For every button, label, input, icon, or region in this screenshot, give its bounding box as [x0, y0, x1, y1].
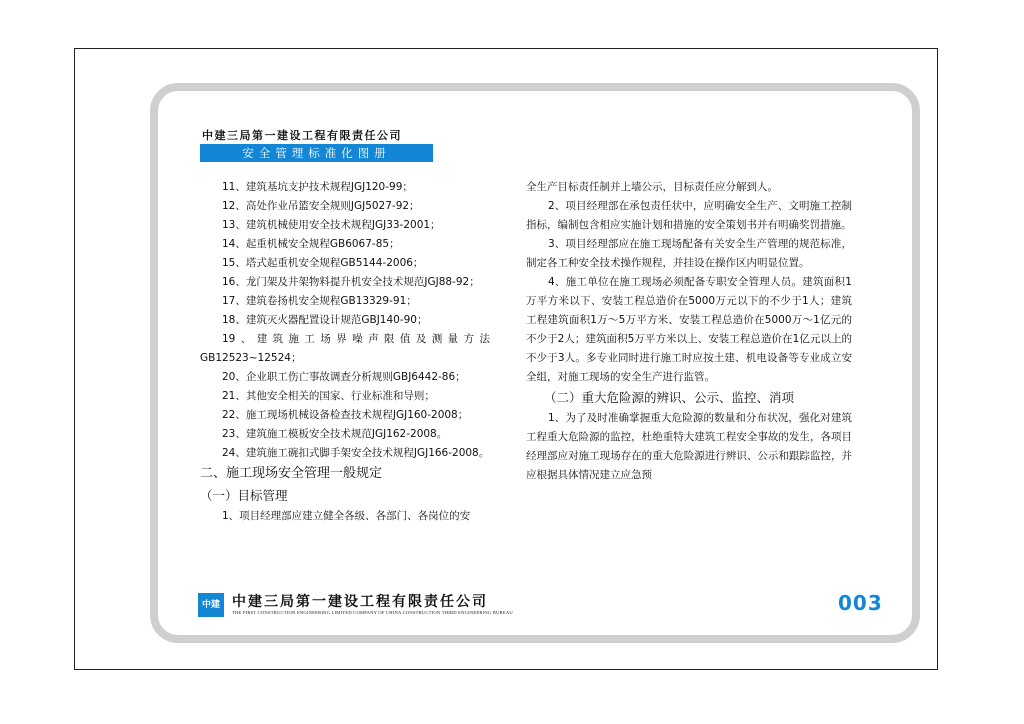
right-column	[526, 178, 852, 485]
company-logo-icon: 中建	[198, 593, 224, 617]
footer-company-name-en: THE FIRST CONSTRUCTION ENGINEERING LIMITED COMPANY OF CHINA CONSTRUCTION THIRD ENGINEERING BUREAU	[232, 610, 513, 615]
page-number: 003	[838, 591, 883, 615]
left-column	[200, 178, 490, 526]
list-item: 11、建筑基坑支护技术规程JGJ120-99；	[222, 181, 413, 193]
paragraph: 2、项目经理部在承包责任状中，应明确安全生产、文明施工控制指标，编制包含相应实施计划和措施的安全策划书并有明确奖罚措施。	[526, 200, 852, 231]
subsection-heading: （一）目标管理	[200, 488, 288, 503]
list-item: 23、建筑施工模板安全技术规范JGJ162-2008。	[222, 428, 448, 440]
list-item: 19、建筑施工场界噪声限值及测量方法GB12523~12524；	[200, 333, 490, 364]
list-item: 15、塔式起重机安全规程GB5144-2006；	[222, 257, 424, 269]
list-item: 16、龙门架及井架物料提升机安全技术规范JGJ88-92；	[222, 276, 480, 288]
header-company-name: 中建三局第一建设工程有限责任公司	[202, 129, 402, 142]
list-item: 22、施工现场机械设备检查技术规程JGJ160-2008；	[222, 409, 469, 421]
list-item: 17、建筑卷扬机安全规程GB13329-91；	[222, 295, 417, 307]
section-heading: 二、施工现场安全管理一般规定	[200, 466, 383, 481]
list-item: 14、起重机械安全规程GB6067-85；	[222, 238, 400, 250]
subsection-heading: （二）重大危险源的辨识、公示、监控、消项	[544, 390, 795, 405]
footer-company-name: 中建三局第一建设工程有限责任公司	[232, 594, 488, 610]
paragraph: 4、施工单位在施工现场必须配备专职安全管理人员。建筑面积1万平方米以下、安装工程总造价在5000万元以下的不少于1人；建筑工程建筑面积1万～5万平方米、安装工程总造价在5000万～1亿元的不少于2人；建筑面积5万平方米以上、安装工程总造价在1亿元以上的不少于3人。多专业同时进行施工时应按土建、机电设备等专业成立安全组，对施工现场的安全生产进行监管。	[526, 276, 852, 383]
paragraph: 1、项目经理部应建立健全各级、各部门、各岗位的安	[222, 510, 471, 522]
paragraph: 3、项目经理部应在施工现场配备有关安全生产管理的规范标准，制定各工种安全技术操作规程，并挂设在操作区内明显位置。	[526, 238, 852, 269]
list-item: 20、企业职工伤亡事故调查分析规则GBJ6442-86；	[222, 371, 466, 383]
list-item: 24、建筑施工碗扣式脚手架安全技术规程JGJ166-2008。	[222, 447, 490, 459]
manual-title-bar: 安全管理标准化图册	[200, 144, 433, 162]
list-item: 18、建筑灭火器配置设计规范GBJ140-90；	[222, 314, 428, 326]
list-item: 12、高处作业吊篮安全规则JGJ5027-92；	[222, 200, 420, 212]
list-item: 21、其他安全相关的国家、行业标准和导则；	[222, 390, 435, 402]
paragraph: 1、为了及时准确掌握重大危险源的数量和分布状况，强化对建筑工程重大危险源的监控，杜绝重特大建筑工程安全事故的发生，各项目经理部应对施工现场存在的重大危险源进行辨识、公示和跟踪监控，并应根据具体情况建立应急预	[526, 412, 852, 481]
paragraph: 全生产目标责任制并上墙公示，目标责任应分解到人。	[526, 181, 778, 193]
list-item: 13、建筑机械使用安全技术规程JGJ33-2001；	[222, 219, 441, 231]
